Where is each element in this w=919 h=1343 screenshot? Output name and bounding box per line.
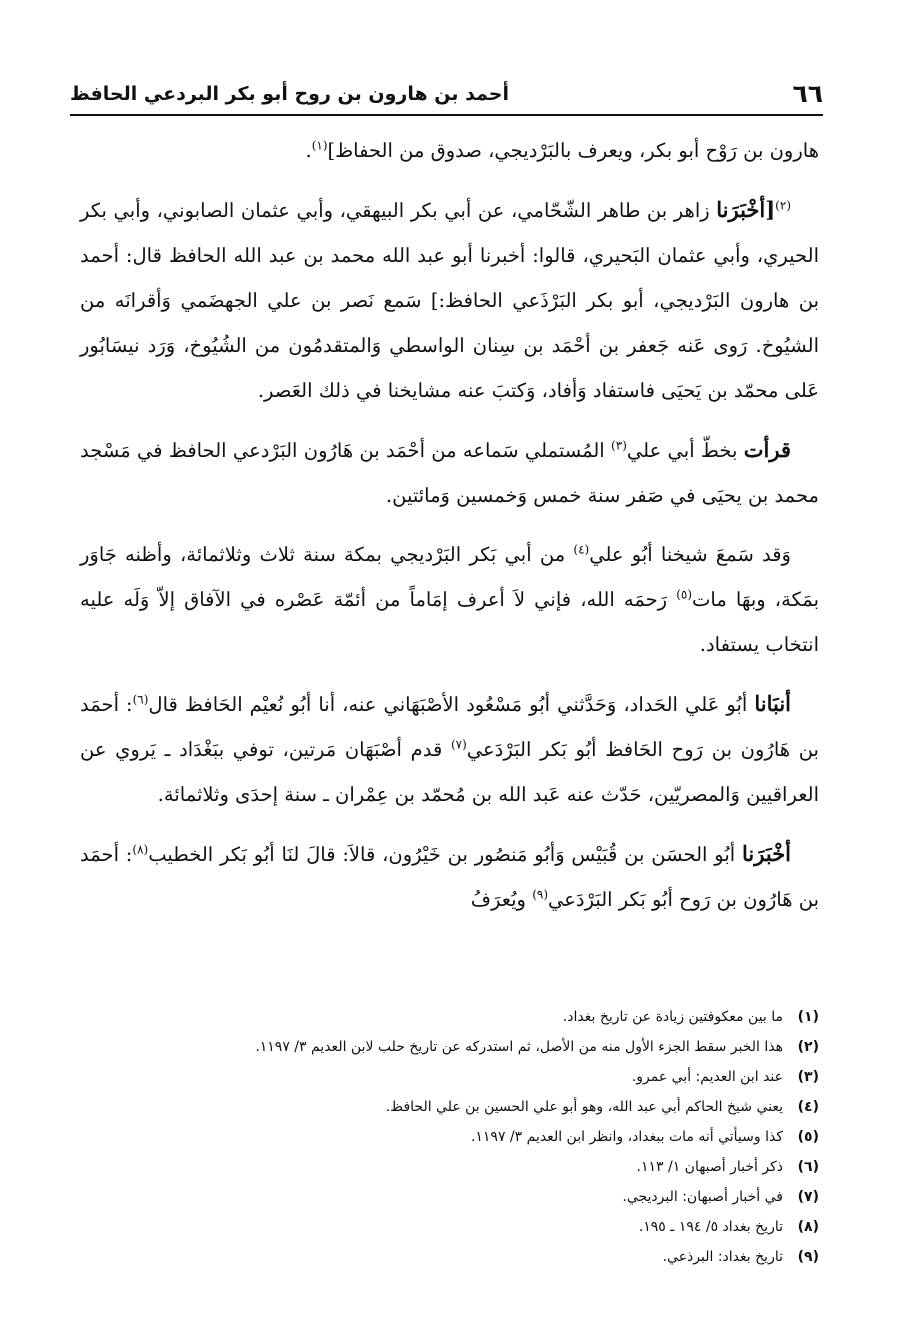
footnote-number: (٧)	[797, 1189, 819, 1205]
footnote-number: (٥)	[797, 1129, 819, 1145]
running-header	[70, 70, 823, 116]
paragraph-text: هارون بن رَوْح أبو بكر، ويعرف بالبَرْديجي، صدوق من الحفاظ]	[327, 139, 819, 162]
paragraph-text-start: بخطّ أبي علي	[626, 439, 738, 462]
footnote-text: تاريخ بغداد ٥/ ١٩٤ ـ ١٩٥.	[638, 1219, 783, 1235]
transmission-keyword: قرأت	[743, 437, 791, 462]
paragraph-2	[80, 187, 819, 413]
footnote-item	[80, 1152, 819, 1182]
footnote-text: عند ابن العديم: أبي عمرو.	[631, 1069, 783, 1085]
footnote-ref-2[interactable]: (٢)	[775, 198, 791, 213]
footnote-text: ما بين معكوفتين زيادة عن تاريخ بغداد.	[562, 1009, 783, 1025]
transmission-keyword: أنبَانا	[754, 691, 792, 716]
paragraph-text: قدم أصْبَهَان مَرتين، توفي ببَغْدَاد ـ يَروي عن العراقيين وَالمصريّين، حَدّث عنه عَبد الله بن مُحمّد بن عِمْران ـ سنة إحدَى وثلاثمائة.	[80, 738, 819, 806]
footnote-ref-3[interactable]: (٣)	[611, 438, 627, 453]
paragraph-6	[80, 831, 819, 922]
footnote-number: (٣)	[797, 1069, 819, 1085]
paragraph-text: زاهر بن طاهر الشّحّامي، عن أبي بكر البيهقي، وأبي عثمان الصابوني، وأبي بكر الحيري، وأبي عثمان البَحيري، قالوا: أخبرنا أبو عبد الله محمد بن عبد الله الحافظ قال: أحمد بن هارون البَرْديجي، أبو بكر البَرْذَعي الحافظ:] سَمع نَصر بن علي الجهضَمي وَأقرانَه من الشيُوخ. رَوى عَنه جَعفر بن أحْمَد بن سِنان الواسطي وَالمتقدمُون من الشُيُوخ، وَرَد نيسَابُور عَلى محمّد بن يَحيَى فاستفاد وَأفاد، وَكتبَ عنه مشايخنا في ذلك العَصر.	[80, 199, 819, 402]
footnote-item	[80, 1092, 819, 1122]
footnote-text: في أخبار أصبهان: البرديجي.	[622, 1189, 783, 1205]
paragraph-end: .	[305, 139, 312, 162]
main-text	[80, 128, 819, 936]
running-title: أحمد بن هارون بن روح أبو بكر البردعي الحافظ	[70, 83, 510, 105]
footnote-text: هذا الخبر سقط الجزء الأول منه من الأصل، ثم استدركه عن تاريخ حلب لابن العديم ٣/ ١١٩٧.	[255, 1039, 783, 1055]
paragraph-text-start: أبُو عَلي الحَداد، وَحَدَّثني أبُو مَسْعُود الأصْبَهَاني عنه، أنا أبُو نُعيْم الحَافظ قال	[148, 693, 748, 716]
paragraph-text-mid: من أبي بَكر البَرْديجي بمكة سنة ثلاث وثلاثمائة، وأظنه جَاوَر بمَكة، وبهَا مات	[80, 543, 819, 611]
footnote-ref-1[interactable]: (١)	[311, 138, 328, 153]
footnote-number: (٦)	[797, 1159, 819, 1175]
footnote-ref-4[interactable]: (٤)	[573, 542, 590, 557]
footnote-item	[80, 1032, 819, 1062]
footnote-number: (١)	[797, 1009, 819, 1025]
paragraph-1	[80, 128, 819, 173]
footnote-number: (٤)	[797, 1099, 819, 1115]
footnotes	[80, 1002, 819, 1272]
page-number: ٦٦	[792, 79, 823, 108]
paragraph-text: رَحمَه الله، فإني لاَ أعرف إمَاماً من أئمّة عَصْره في الآفاق إلاّ وَلَه عليه انتخاب يستفاد.	[80, 588, 819, 656]
footnote-text: ذكر أخبار أصبهان ١/ ١١٣.	[636, 1159, 783, 1175]
footnote-ref-5[interactable]: (٥)	[676, 587, 693, 602]
footnote-number: (٨)	[797, 1219, 819, 1235]
footnote-number: (٩)	[797, 1249, 819, 1265]
footnote-item	[80, 1002, 819, 1032]
footnote-ref-9[interactable]: (٩)	[532, 887, 549, 902]
paragraph-text-start: أبُو الحسَن بن قُبَيْس وَأبُو مَنصُور بن خَيْرُون، قالاَ: قالَ لنَا أبُو بَكر الخطيب	[148, 843, 736, 866]
transmission-keyword: أخْبَرَنا	[742, 841, 792, 866]
paragraph-text-mid: : أحمَد بن هَارُون بن رَوح أبُو بَكر البَرْدَعي	[80, 843, 819, 911]
paragraph-3	[80, 427, 819, 518]
footnote-item	[80, 1242, 819, 1272]
footnote-item	[80, 1182, 819, 1212]
footnote-text: كذا وسيأتي أنه مات ببغداد، وانظر ابن العديم ٣/ ١١٩٧.	[470, 1129, 783, 1145]
paragraph-text-mid: : أحمَد بن هَارُون بن رَوح الحَافظ أبُو بَكر البَرْدَعي	[80, 693, 819, 761]
paragraph-text-start: وَقد سَمعَ شيخنا أبُو علي	[589, 543, 791, 566]
footnote-item	[80, 1062, 819, 1092]
footnote-ref-7[interactable]: (٧)	[450, 737, 467, 752]
footnote-number: (٢)	[797, 1039, 819, 1055]
paragraph-4	[80, 532, 819, 667]
paragraph-text: ويُعرَفُ	[470, 888, 526, 911]
footnote-ref-8[interactable]: (٨)	[132, 842, 149, 857]
footnote-text: يعني شيخ الحاكم أبي عبد الله، وهو أبو علي الحسين بن علي الحافظ.	[385, 1099, 783, 1115]
footnote-ref-6[interactable]: (٦)	[132, 692, 149, 707]
paragraph-text: المُستملي سَماعه من أحْمَد بن هَارُون البَرْدعي الحافظ في مَسْجد محمد بن يحيَى في صَفر سنة خمس وَخمسين وَمائتين.	[80, 439, 819, 507]
transmission-keyword: [أخْبَرَنا	[716, 197, 776, 222]
footnote-text: تاريخ بغداد: البرذعي.	[662, 1249, 783, 1265]
footnote-item	[80, 1122, 819, 1152]
paragraph-5	[80, 681, 819, 817]
footnote-item	[80, 1212, 819, 1242]
